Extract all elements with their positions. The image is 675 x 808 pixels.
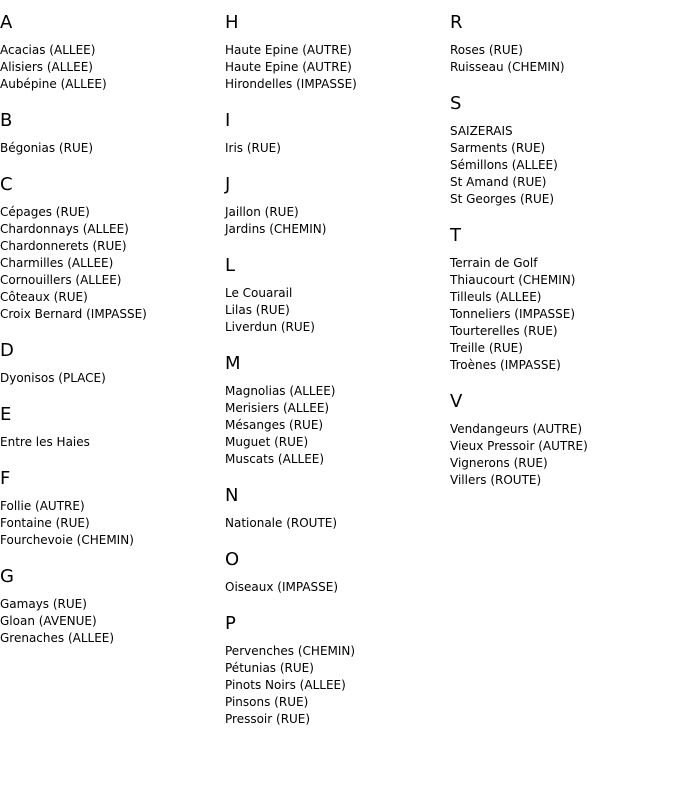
letter-heading: J (225, 174, 231, 195)
street-name: Villers (ROUTE) (450, 473, 542, 487)
street-list (450, 42, 670, 76)
letter-group (0, 12, 220, 93)
street-name: Hirondelles (IMPASSE) (225, 77, 357, 91)
street-name: Haute Epine (AUTRE) (225, 43, 352, 57)
letter-heading: R (450, 12, 463, 33)
street-name: Tourterelles (RUE) (450, 324, 558, 338)
street-list (0, 596, 220, 647)
street-name: Cépages (RUE) (0, 205, 90, 219)
street-name: Gamays (RUE) (0, 597, 87, 611)
street-name: Pinsons (RUE) (225, 695, 309, 709)
street-list (225, 285, 445, 336)
letter-heading: G (0, 566, 14, 587)
street-name: Ruisseau (CHEMIN) (450, 60, 565, 74)
street-name: Haute Epine (AUTRE) (225, 60, 352, 74)
letter-group (225, 12, 445, 93)
letter-group (225, 110, 445, 157)
street-name: Pétunias (RUE) (225, 661, 314, 675)
street-name: SAIZERAIS (450, 124, 513, 138)
street-name: Follie (AUTRE) (0, 499, 85, 513)
letter-group (0, 566, 220, 647)
street-list (225, 140, 445, 157)
letter-heading: H (225, 12, 239, 33)
letter-heading: L (225, 255, 236, 276)
street-name: Pervenches (CHEMIN) (225, 644, 356, 658)
street-name: Le Couarail (225, 286, 293, 300)
letter-heading: B (0, 110, 13, 131)
letter-heading: S (450, 93, 462, 114)
street-list (225, 515, 445, 532)
letter-group (225, 353, 445, 468)
letter-group (0, 404, 220, 451)
letter-heading: D (0, 340, 14, 361)
letter-group (225, 485, 445, 532)
street-name: Cornouillers (ALLEE) (0, 273, 122, 287)
letter-heading: F (0, 468, 11, 489)
letter-heading: C (0, 174, 13, 195)
street-list (450, 255, 670, 374)
street-list (0, 140, 220, 157)
street-name: St Amand (RUE) (450, 175, 547, 189)
letter-heading: E (0, 404, 12, 425)
letter-group (0, 174, 220, 323)
street-name: Chardonnerets (RUE) (0, 239, 127, 253)
street-name: Dyonisos (PLACE) (0, 371, 106, 385)
street-name: Liverdun (RUE) (225, 320, 315, 334)
letter-heading: N (225, 485, 239, 506)
letter-heading: T (450, 225, 461, 246)
street-name: Muguet (RUE) (225, 435, 309, 449)
street-list (225, 383, 445, 468)
street-name: Aubépine (ALLEE) (0, 77, 107, 91)
index-column-1 (0, 12, 220, 664)
letter-group (450, 93, 670, 208)
street-name: Vignerons (RUE) (450, 456, 548, 470)
street-list (0, 434, 220, 451)
street-name: Tilleuls (ALLEE) (450, 290, 542, 304)
street-name: Oiseaux (IMPASSE) (225, 580, 339, 594)
street-name: Merisiers (ALLEE) (225, 401, 330, 415)
letter-group (0, 468, 220, 549)
street-name: Sarments (RUE) (450, 141, 546, 155)
street-name: Nationale (ROUTE) (225, 516, 338, 530)
street-name: Gloan (AVENUE) (0, 614, 97, 628)
street-name: Treille (RUE) (450, 341, 523, 355)
letter-heading: M (225, 353, 241, 374)
street-name: Côteaux (RUE) (0, 290, 88, 304)
street-list (0, 42, 220, 93)
street-name: Grenaches (ALLEE) (0, 631, 115, 645)
letter-group (450, 225, 670, 374)
street-name: Thiaucourt (CHEMIN) (450, 273, 576, 287)
letter-heading: A (0, 12, 13, 33)
street-name: Tonneliers (IMPASSE) (450, 307, 576, 321)
street-name: Vendangeurs (AUTRE) (450, 422, 583, 436)
letter-group (0, 340, 220, 387)
street-name: Terrain de Golf (450, 256, 538, 270)
letter-heading: V (450, 391, 463, 412)
street-name: Sémillons (ALLEE) (450, 158, 558, 172)
street-name: Lilas (RUE) (225, 303, 290, 317)
street-name: Pinots Noirs (ALLEE) (225, 678, 346, 692)
street-name: Jardins (CHEMIN) (225, 222, 327, 236)
street-name: Entre les Haies (0, 435, 90, 449)
street-name: Iris (RUE) (225, 141, 281, 155)
street-list (0, 204, 220, 323)
letter-group (225, 549, 445, 596)
street-name: Troènes (IMPASSE) (450, 358, 561, 372)
letter-heading: O (225, 549, 240, 570)
street-name: Muscats (ALLEE) (225, 452, 325, 466)
index-column-2 (225, 12, 445, 745)
letter-group (450, 391, 670, 489)
street-name: Fontaine (RUE) (0, 516, 90, 530)
street-name: Charmilles (ALLEE) (0, 256, 114, 270)
street-name: Croix Bernard (IMPASSE) (0, 307, 147, 321)
street-list (225, 579, 445, 596)
letter-group (225, 255, 445, 336)
street-name: Magnolias (ALLEE) (225, 384, 336, 398)
street-name: Vieux Pressoir (AUTRE) (450, 439, 588, 453)
street-name: Jaillon (RUE) (225, 205, 299, 219)
street-list (0, 498, 220, 549)
street-list (225, 42, 445, 93)
index-column-3 (450, 12, 670, 506)
street-list (450, 421, 670, 489)
street-name: Mésanges (RUE) (225, 418, 324, 432)
letter-heading: I (225, 110, 231, 131)
street-list (225, 204, 445, 238)
street-name: Roses (RUE) (450, 43, 523, 57)
street-list (225, 643, 445, 728)
letter-group (225, 174, 445, 238)
street-name: St Georges (RUE) (450, 192, 555, 206)
letter-heading: P (225, 613, 236, 634)
street-name: Acacias (ALLEE) (0, 43, 96, 57)
street-name: Pressoir (RUE) (225, 712, 311, 726)
letter-group (0, 110, 220, 157)
street-name: Bégonias (RUE) (0, 141, 93, 155)
street-name: Chardonnays (ALLEE) (0, 222, 129, 236)
letter-group (450, 12, 670, 76)
letter-group (225, 613, 445, 728)
street-name: Fourchevoie (CHEMIN) (0, 533, 134, 547)
street-list (0, 370, 220, 387)
street-name: Alisiers (ALLEE) (0, 60, 93, 74)
street-list (450, 123, 670, 208)
